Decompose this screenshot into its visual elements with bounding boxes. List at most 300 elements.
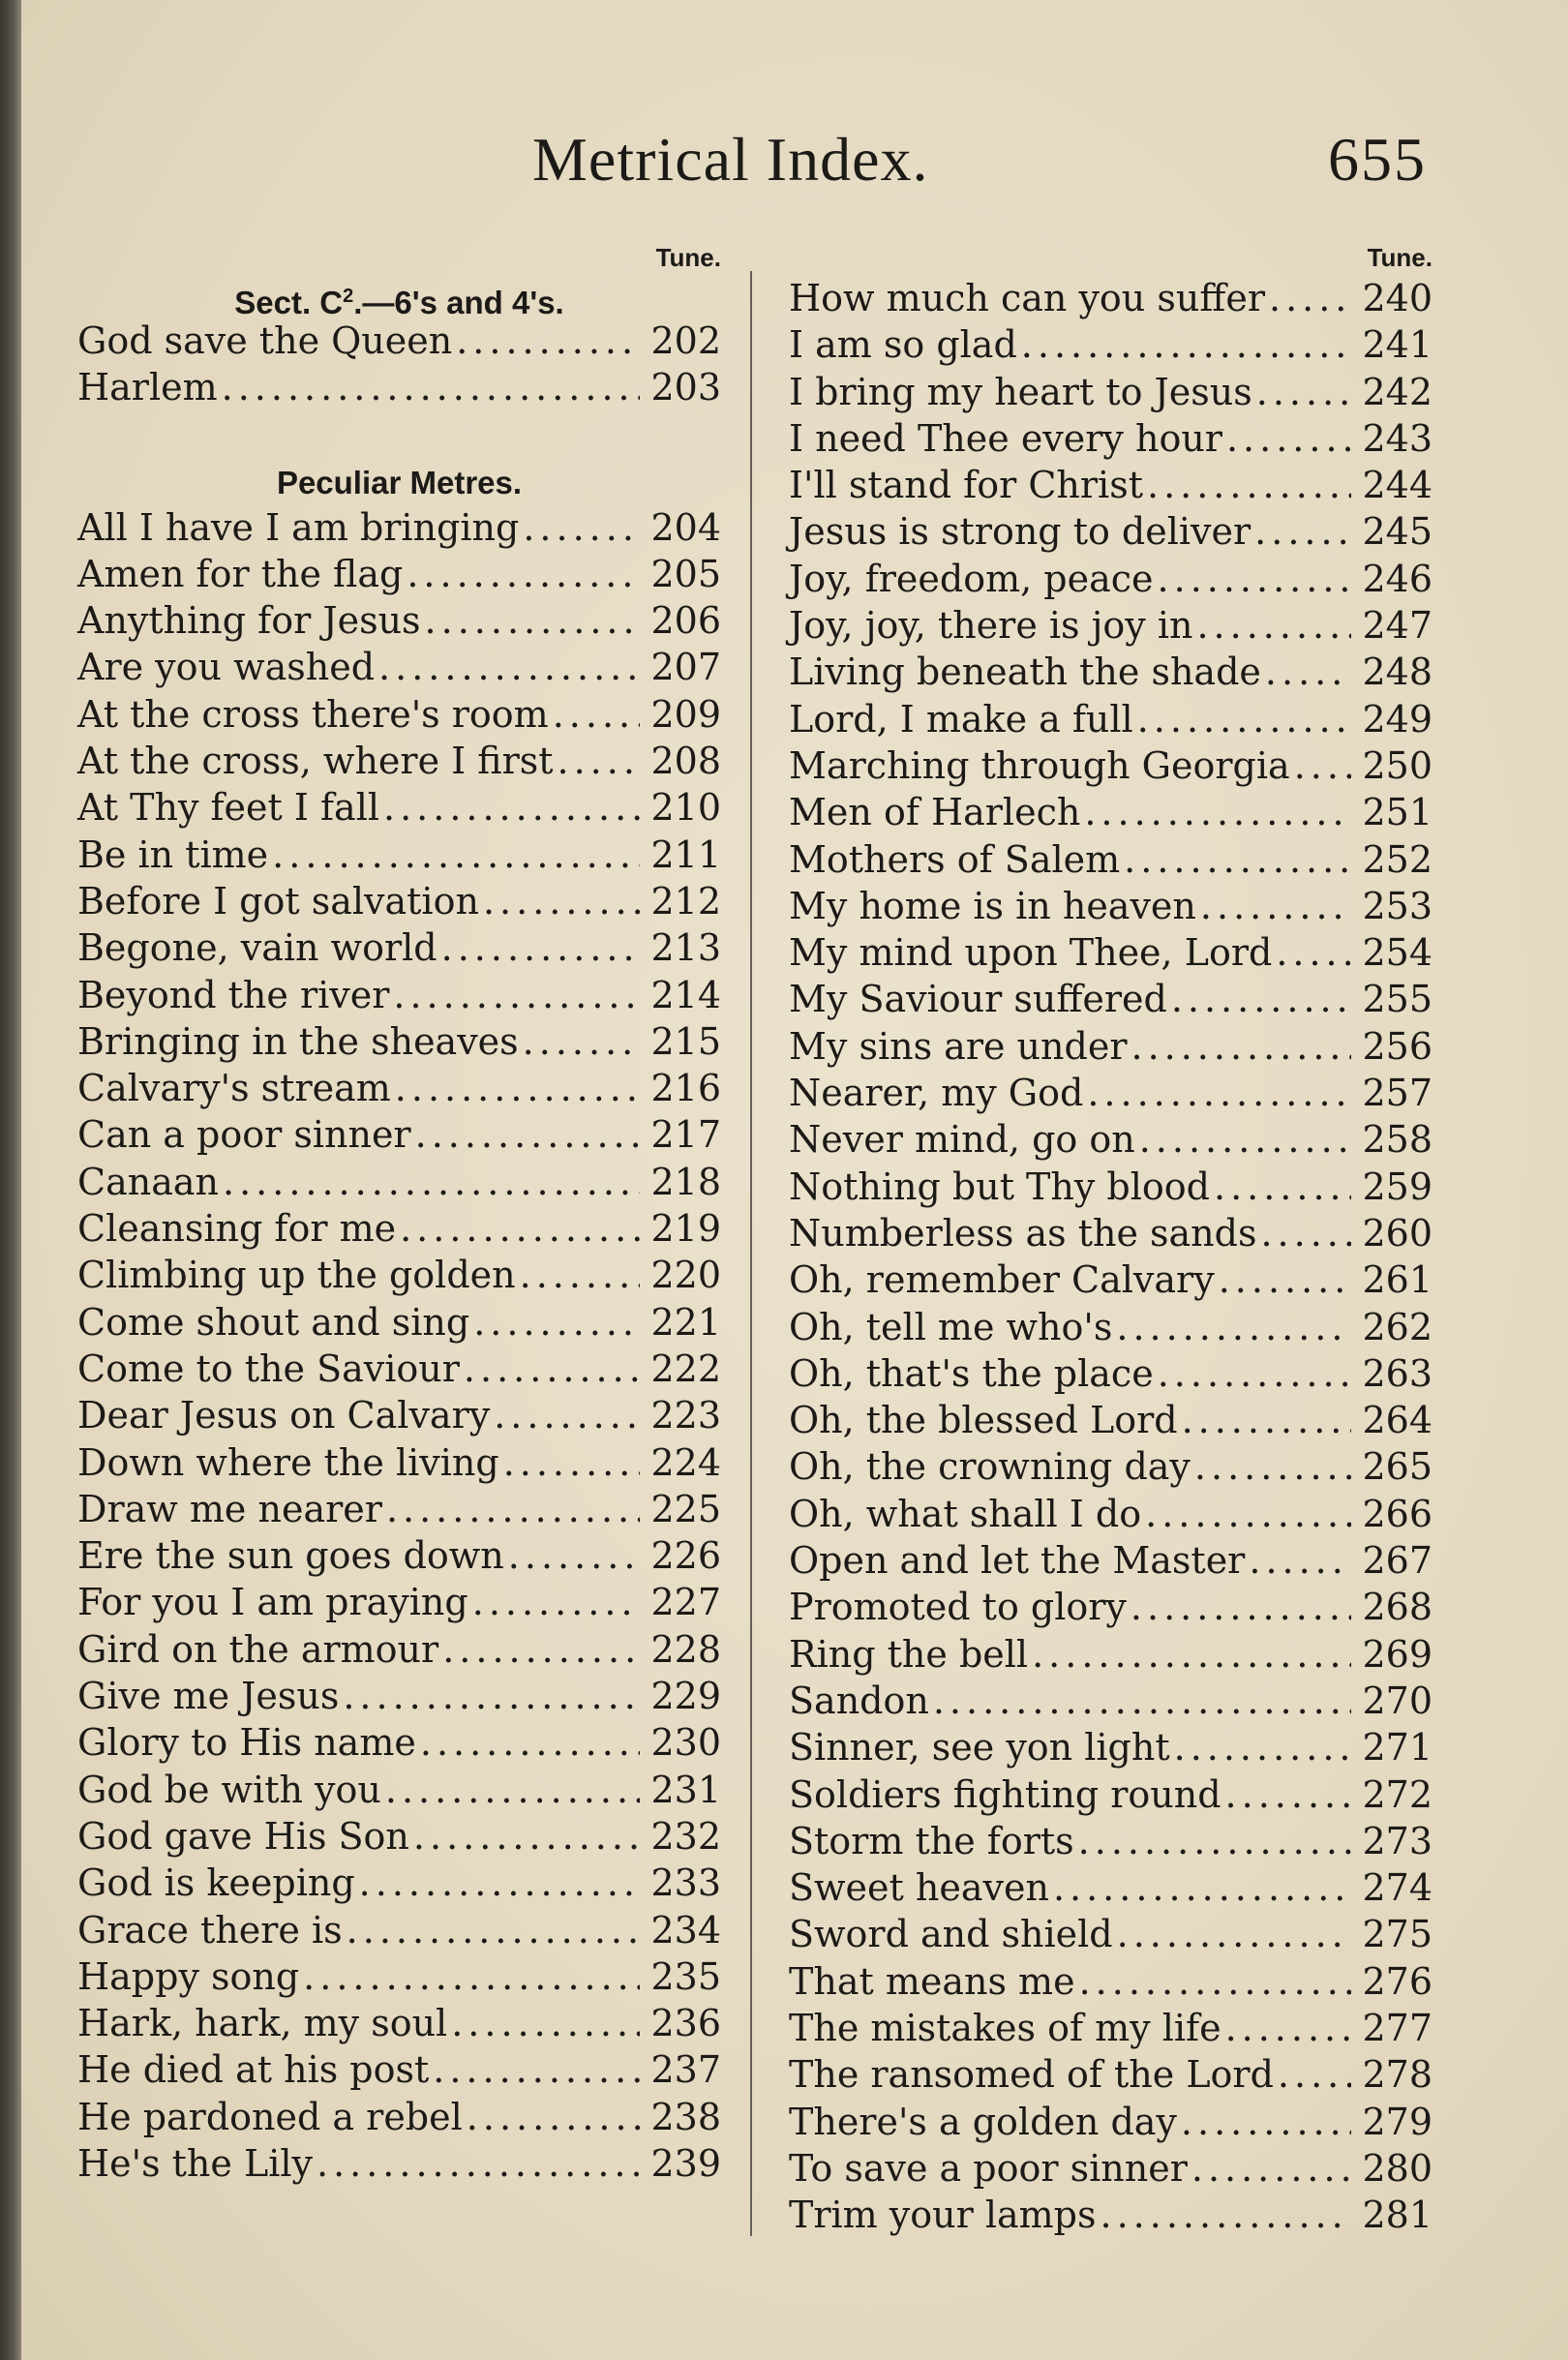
leader-dots: [1260, 1210, 1351, 1256]
entry-title: Draw me nearer: [77, 1487, 382, 1530]
index-entry: [789, 1584, 1432, 1630]
entry-title: My sins are under: [789, 1024, 1128, 1068]
leader-dots: [1269, 275, 1351, 321]
entry-tune-number: 223: [650, 1394, 721, 1437]
entry-title: Anything for Jesus: [77, 599, 421, 643]
index-entry: [789, 1304, 1432, 1350]
index-entry: [77, 1953, 721, 2000]
index-entry: [77, 832, 721, 878]
entry-title: He pardoned a rebel: [77, 2095, 463, 2138]
entry-tune-number: 222: [650, 1346, 721, 1390]
entry-title: Cleansing for me: [77, 1207, 397, 1251]
entry-tune-number: 235: [650, 1954, 721, 1998]
entry-tune-number: 233: [650, 1861, 721, 1905]
index-entry: [77, 1065, 721, 1111]
leader-dots: [1131, 1584, 1351, 1630]
entry-title: Trim your lamps: [789, 2194, 1097, 2237]
entry-tune-number: 218: [650, 1160, 721, 1203]
index-entry: [77, 1205, 721, 1252]
leader-dots: [1226, 415, 1351, 462]
leader-dots: [415, 1111, 640, 1158]
entry-title: How much can you suffer: [789, 277, 1265, 319]
index-entry: [789, 649, 1432, 695]
leader-dots: [400, 1205, 640, 1252]
column-divider: [750, 271, 752, 2236]
index-entry: [77, 1252, 721, 1298]
entry-tune-number: 205: [650, 552, 721, 595]
index-entry: [789, 836, 1432, 883]
index-entry: [77, 364, 721, 410]
index-entry: [789, 1724, 1432, 1770]
index-entry: [789, 789, 1432, 835]
section-gap: [77, 411, 721, 462]
entry-title: Down where the living: [77, 1440, 499, 1484]
tune-column-label: Tune.: [1367, 243, 1432, 272]
leader-dots: [1225, 1771, 1351, 1818]
entry-tune-number: 271: [1362, 1726, 1432, 1770]
entry-tune-number: 237: [650, 2048, 721, 2092]
index-entry: [77, 972, 721, 1018]
page-title: Metrical Index.: [532, 125, 929, 194]
entry-title: Sword and shield: [789, 1913, 1113, 1956]
entry-tune-number: 263: [1362, 1351, 1432, 1395]
leader-dots: [451, 2000, 640, 2046]
leader-dots: [558, 738, 640, 784]
leader-dots: [1101, 2192, 1351, 2238]
entry-title: Dear Jesus on Calvary: [77, 1394, 491, 1437]
entry-title: Soldiers fighting round: [789, 1772, 1221, 1816]
index-entry: [789, 1631, 1432, 1678]
index-entry: [77, 1392, 721, 1438]
right-column: [789, 240, 1432, 2238]
index-entry: [789, 2051, 1432, 2098]
index-entry: [789, 1864, 1432, 1911]
leader-dots: [383, 784, 640, 831]
index-entry: [77, 1579, 721, 1625]
entry-tune-number: 244: [1362, 464, 1432, 507]
leader-dots: [1256, 369, 1351, 415]
entry-title: Never mind, go on: [789, 1118, 1135, 1162]
entry-tune-number: 203: [650, 366, 721, 409]
leader-dots: [425, 597, 640, 644]
leader-dots: [1145, 1491, 1351, 1537]
index-entry: [77, 738, 721, 784]
index-entry: [789, 321, 1432, 368]
leader-dots: [456, 318, 640, 364]
entry-title: Marching through Georgia: [789, 743, 1290, 787]
entry-title: I need Thee every hour: [789, 416, 1222, 460]
index-entry: [77, 878, 721, 924]
index-entry: [77, 2140, 721, 2187]
entry-title: Oh, that's the place: [789, 1351, 1154, 1395]
leader-dots: [467, 2094, 640, 2140]
entry-title: Joy, joy, there is joy in: [789, 604, 1193, 648]
entry-title: Nearer, my God: [789, 1072, 1084, 1115]
index-entry: [77, 1532, 721, 1579]
index-entry: [789, 462, 1432, 508]
entry-title: Ring the bell: [789, 1632, 1029, 1676]
entry-tune-number: 248: [1362, 651, 1432, 694]
leader-dots: [1174, 1724, 1351, 1770]
entry-tune-number: 217: [650, 1113, 721, 1157]
leader-dots: [553, 691, 640, 738]
entry-tune-number: 275: [1362, 1913, 1432, 1956]
entry-tune-number: 260: [1362, 1211, 1432, 1255]
index-entry: [77, 1767, 721, 1813]
leader-dots: [272, 832, 640, 878]
page-number: 655: [1328, 125, 1427, 194]
entry-tune-number: 229: [650, 1675, 721, 1718]
leader-dots: [378, 644, 640, 690]
entry-tune-number: 202: [650, 319, 721, 362]
entry-tune-number: 208: [650, 740, 721, 783]
index-entry: [789, 1818, 1432, 1864]
index-entry: [77, 1813, 721, 1860]
leader-dots: [1158, 556, 1351, 602]
entry-title: I bring my heart to Jesus: [789, 370, 1252, 413]
entry-tune-number: 249: [1362, 697, 1432, 741]
entry-tune-number: 211: [650, 832, 721, 876]
entry-title: Be in time: [77, 832, 269, 876]
index-entry: [77, 691, 721, 738]
entry-title: Living beneath the shade: [789, 651, 1261, 694]
leader-dots: [1276, 929, 1351, 976]
leader-dots: [1139, 1116, 1351, 1163]
entry-tune-number: 257: [1362, 1072, 1432, 1115]
entry-tune-number: 216: [650, 1067, 721, 1110]
leader-dots: [1249, 1537, 1351, 1584]
entry-title: Open and let the Master: [789, 1539, 1246, 1583]
index-entry: [789, 602, 1432, 649]
entry-title: The mistakes of my life: [789, 2006, 1221, 2049]
leader-dots: [1117, 1911, 1351, 1957]
entry-title: He's the Lily: [77, 2141, 313, 2185]
entry-title: Amen for the flag: [77, 552, 404, 595]
entry-title: Harlem: [77, 366, 218, 409]
entry-tune-number: 267: [1362, 1539, 1432, 1583]
leader-dots: [1137, 696, 1351, 742]
index-entry: [789, 556, 1432, 602]
leader-dots: [1116, 1304, 1351, 1350]
index-entry: [789, 2145, 1432, 2192]
entry-title: God save the Queen: [77, 319, 453, 362]
index-entry: [77, 1346, 721, 1392]
index-entry: [77, 1719, 721, 1766]
index-entry: [789, 1256, 1432, 1303]
entry-tune-number: 226: [650, 1534, 721, 1578]
index-entry: [789, 1023, 1432, 1070]
entry-title: Nothing but Thy blood: [789, 1165, 1210, 1208]
left-column: [77, 240, 721, 2187]
entry-title: Calvary's stream: [77, 1067, 391, 1110]
leader-dots: [441, 924, 640, 971]
entry-title: Lord, I make a full: [789, 697, 1133, 741]
leader-dots: [1158, 1350, 1351, 1397]
index-entry: [789, 1443, 1432, 1490]
leader-dots: [508, 1532, 640, 1579]
entry-title: All I have I am bringing: [77, 505, 520, 549]
entry-title: Glory to His name: [77, 1721, 416, 1765]
index-entry: [789, 2192, 1432, 2238]
entry-title: At the cross, where I first: [77, 740, 554, 783]
index-entry: [77, 1111, 721, 1158]
entry-tune-number: 269: [1362, 1632, 1432, 1676]
index-entry: [789, 976, 1432, 1022]
index-entry: [77, 1486, 721, 1532]
section-peculiar-metres-list: [77, 504, 721, 2188]
leader-dots: [464, 1346, 640, 1392]
index-entry: [789, 742, 1432, 789]
section-heading-peculiar-metres: Peculiar Metres.: [276, 464, 523, 500]
entry-tune-number: 270: [1362, 1679, 1432, 1722]
entry-title: At the cross there's room: [77, 692, 549, 736]
page-header: [0, 124, 1568, 211]
index-entry: [77, 1907, 721, 1953]
index-entry: [77, 2000, 721, 2046]
leader-dots: [1032, 1631, 1351, 1678]
leader-dots: [1084, 789, 1351, 835]
index-entry: [789, 1678, 1432, 1724]
leader-dots: [442, 1626, 640, 1673]
entry-title: Begone, vain world: [77, 926, 437, 970]
leader-dots: [433, 2046, 640, 2093]
leader-dots: [1053, 1864, 1351, 1911]
entry-title: He died at his post: [77, 2048, 430, 2092]
index-entry: [789, 1537, 1432, 1584]
leader-dots: [343, 1673, 640, 1719]
leader-dots: [503, 1439, 640, 1486]
entry-title: Joy, freedom, peace: [789, 557, 1154, 600]
entry-title: My mind upon Thee, Lord: [789, 931, 1273, 975]
entry-tune-number: 232: [650, 1814, 721, 1858]
entry-tune-number: 265: [1362, 1445, 1432, 1489]
entry-tune-number: 251: [1362, 791, 1432, 834]
leader-dots: [1265, 649, 1351, 695]
entry-title: Canaan: [77, 1160, 219, 1203]
entry-title: God be with you: [77, 1768, 381, 1811]
index-entry: [77, 1018, 721, 1065]
entry-tune-number: 220: [650, 1254, 721, 1297]
entry-tune-number: 266: [1362, 1492, 1432, 1535]
leader-dots: [472, 1579, 640, 1625]
entry-title: The ransomed of the Lord: [789, 2053, 1274, 2097]
entry-title: Sinner, see yon light: [789, 1726, 1170, 1770]
leader-dots: [223, 1159, 640, 1205]
entry-title: Numberless as the sands: [789, 1211, 1257, 1255]
index-entry: [77, 1673, 721, 1719]
entry-tune-number: 277: [1362, 2006, 1432, 2049]
entry-tune-number: 274: [1362, 1866, 1432, 1910]
entry-title: Mothers of Salem: [789, 837, 1121, 881]
index-entry: [77, 551, 721, 597]
leader-dots: [1278, 2051, 1351, 2098]
entry-tune-number: 207: [650, 646, 721, 689]
index-entry: [77, 1860, 721, 1906]
index-entry: [789, 1116, 1432, 1163]
index-entry: [789, 1164, 1432, 1210]
section-six-fours-list: [77, 318, 721, 411]
index-entry: [789, 1397, 1432, 1443]
entry-title: Oh, the blessed Lord: [789, 1399, 1178, 1442]
entry-tune-number: 240: [1362, 277, 1432, 319]
index-entry: [789, 883, 1432, 929]
leader-dots: [473, 1299, 640, 1346]
index-entry: [789, 1771, 1432, 1818]
leader-dots: [385, 1767, 640, 1813]
entry-tune-number: 238: [650, 2095, 721, 2138]
entry-title: I am so glad: [789, 323, 1017, 367]
entry-title: Jesus is strong to deliver: [789, 510, 1251, 554]
leader-dots: [303, 1953, 640, 2000]
index-entry: [77, 1626, 721, 1673]
entry-tune-number: 230: [650, 1721, 721, 1765]
entry-tune-number: 219: [650, 1207, 721, 1251]
entry-title: Beyond the river: [77, 973, 390, 1016]
entry-tune-number: 259: [1362, 1165, 1432, 1208]
index-entry: [77, 318, 721, 364]
leader-dots: [222, 364, 640, 410]
leader-dots: [1147, 462, 1351, 508]
index-entry: [789, 369, 1432, 415]
leader-dots: [1254, 508, 1351, 555]
entry-title: Give me Jesus: [77, 1675, 340, 1718]
entry-title: There's a golden day: [789, 2100, 1177, 2143]
leader-dots: [1200, 883, 1351, 929]
index-entry: [789, 1491, 1432, 1537]
entry-title: Oh, remember Calvary: [789, 1258, 1215, 1302]
entry-title: For you I am praying: [77, 1581, 468, 1624]
entry-tune-number: 255: [1362, 978, 1432, 1021]
leader-dots: [1182, 1397, 1351, 1443]
entry-tune-number: 236: [650, 2002, 721, 2045]
entry-title: I'll stand for Christ: [789, 464, 1143, 507]
right-index-list: [789, 275, 1432, 2238]
entry-title: My Saviour suffered: [789, 978, 1167, 1021]
entry-title: To save a poor sinner: [789, 2146, 1188, 2190]
entry-tune-number: 258: [1362, 1118, 1432, 1162]
entry-title: Oh, tell me who's: [789, 1305, 1113, 1348]
leader-dots: [413, 1813, 640, 1860]
leader-dots: [494, 1392, 640, 1438]
entry-title: Come shout and sing: [77, 1300, 470, 1344]
entry-title: Sandon: [789, 1679, 929, 1722]
entry-title: Promoted to glory: [789, 1586, 1127, 1629]
index-entry: [789, 2005, 1432, 2051]
entry-tune-number: 281: [1362, 2194, 1432, 2237]
index-entry: [789, 1958, 1432, 2005]
leader-dots: [1194, 1443, 1351, 1490]
index-entry: [77, 2094, 721, 2140]
entry-tune-number: 273: [1362, 1819, 1432, 1862]
leader-dots: [1225, 2005, 1351, 2051]
entry-tune-number: 280: [1362, 2146, 1432, 2190]
index-entry: [789, 415, 1432, 462]
leader-dots: [395, 1065, 640, 1111]
entry-tune-number: 276: [1362, 1959, 1432, 2003]
entry-tune-number: 247: [1362, 604, 1432, 648]
index-entry: [77, 1159, 721, 1205]
entry-tune-number: 241: [1362, 323, 1432, 367]
entry-tune-number: 209: [650, 692, 721, 736]
entry-tune-number: 254: [1362, 931, 1432, 975]
entry-tune-number: 213: [650, 926, 721, 970]
entry-tune-number: 245: [1362, 510, 1432, 554]
index-entry: [789, 1070, 1432, 1116]
entry-tune-number: 215: [650, 1019, 721, 1063]
entry-tune-number: 228: [650, 1627, 721, 1671]
entry-title: Ere the sun goes down: [77, 1534, 504, 1578]
entry-tune-number: 272: [1362, 1772, 1432, 1816]
index-entry: [789, 1350, 1432, 1397]
entry-tune-number: 204: [650, 505, 721, 549]
entry-tune-number: 253: [1362, 884, 1432, 927]
leader-dots: [1191, 2145, 1351, 2192]
leader-dots: [1021, 321, 1351, 368]
leader-dots: [1214, 1164, 1351, 1210]
index-entry: [77, 924, 721, 971]
entry-title: Can a poor sinner: [77, 1113, 411, 1157]
leader-dots: [407, 551, 640, 597]
entry-title: Climbing up the golden: [77, 1254, 516, 1297]
index-entry: [77, 1299, 721, 1346]
leader-dots: [420, 1719, 640, 1766]
entry-tune-number: 243: [1362, 416, 1432, 460]
leader-dots: [1079, 1958, 1351, 2005]
leader-dots: [1294, 742, 1351, 789]
leader-dots: [1181, 2099, 1351, 2145]
entry-title: Are you washed: [77, 646, 376, 689]
leader-dots: [520, 1252, 640, 1298]
leader-dots: [1171, 976, 1351, 1022]
leader-dots: [1124, 836, 1351, 883]
page-binding-edge: [0, 0, 21, 2360]
leader-dots: [933, 1678, 1351, 1724]
leader-dots: [1087, 1070, 1351, 1116]
entry-tune-number: 210: [650, 786, 721, 830]
entry-title: Gird on the armour: [77, 1627, 439, 1671]
index-entry: [77, 504, 721, 551]
entry-title: Grace there is: [77, 1908, 343, 1952]
index-entry: [789, 929, 1432, 976]
leader-dots: [483, 878, 640, 924]
entry-tune-number: 252: [1362, 837, 1432, 881]
index-entry: [77, 644, 721, 690]
entry-tune-number: 250: [1362, 743, 1432, 787]
entry-tune-number: 227: [650, 1581, 721, 1624]
leader-dots: [1219, 1256, 1351, 1303]
entry-tune-number: 221: [650, 1300, 721, 1344]
index-entry: [789, 696, 1432, 742]
entry-tune-number: 262: [1362, 1305, 1432, 1348]
leader-dots: [523, 1018, 640, 1065]
entry-tune-number: 242: [1362, 370, 1432, 413]
index-entry: [77, 1439, 721, 1486]
entry-tune-number: 256: [1362, 1024, 1432, 1068]
section-heading-superscript: 2: [343, 286, 354, 307]
entry-tune-number: 246: [1362, 557, 1432, 600]
entry-title: God gave His Son: [77, 1814, 409, 1858]
entry-tune-number: 278: [1362, 2053, 1432, 2097]
section-heading-suffix: .—6's and 4's.: [353, 285, 564, 320]
entry-title: Oh, what shall I do: [789, 1492, 1142, 1535]
entry-title: Before I got salvation: [77, 879, 479, 923]
entry-tune-number: 206: [650, 599, 721, 643]
entry-title: God is keeping: [77, 1861, 355, 1905]
entry-title: My home is in heaven: [789, 884, 1196, 927]
entry-tune-number: 214: [650, 973, 721, 1016]
entry-title: Men of Harlech: [789, 791, 1081, 834]
entry-tune-number: 261: [1362, 1258, 1432, 1302]
